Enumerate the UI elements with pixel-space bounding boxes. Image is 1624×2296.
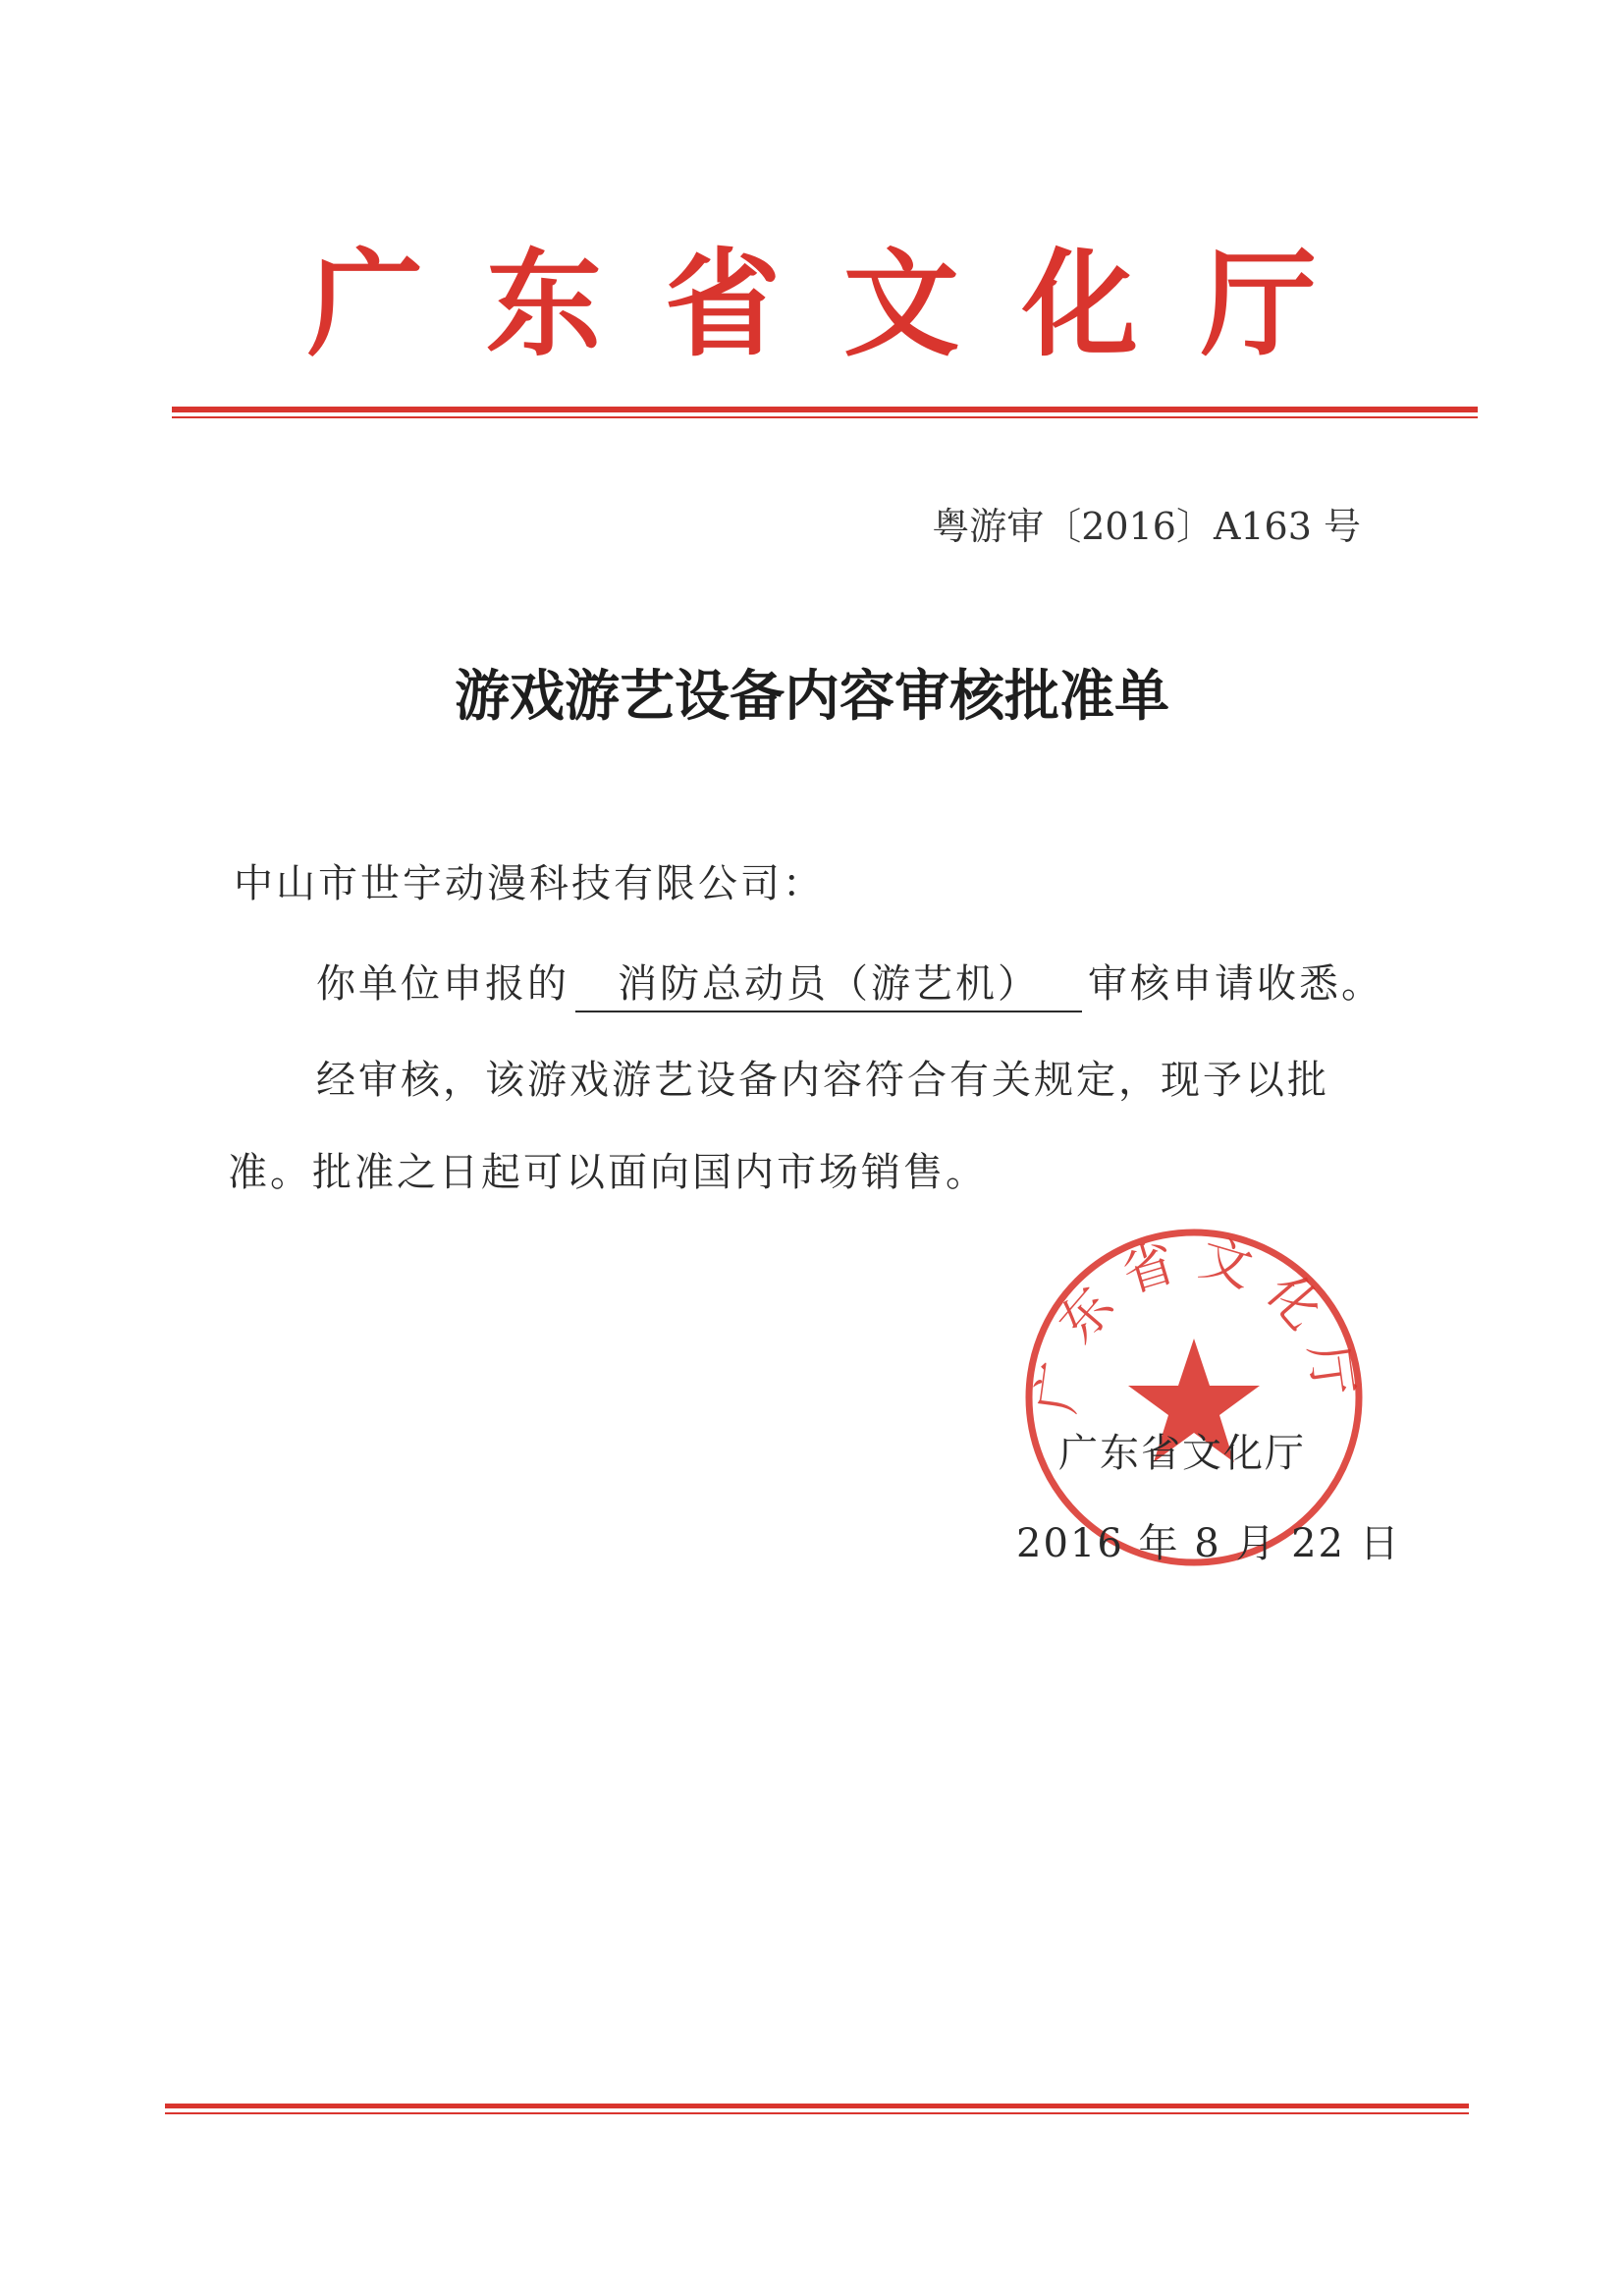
header-rule-thick [172, 407, 1478, 412]
footer-rule-thick [165, 2104, 1469, 2108]
footer-rule-thin [165, 2112, 1469, 2114]
product-name: 消防总动员（游艺机） [575, 953, 1082, 1012]
addressee: 中山市世宇动漫科技有限公司： [234, 861, 825, 906]
body-line-2: 经审核，该游戏游艺设备内容符合有关规定，现予以批 [316, 1058, 1329, 1103]
document-number: 粤游审〔2016〕A163 号 [932, 505, 1361, 548]
line1-prefix: 你单位申报的 [316, 961, 569, 1007]
body-line-3: 准。批准之日起可以面向国内市场销售。 [228, 1150, 988, 1195]
issuer-header: 广东省文化厅 [306, 236, 1380, 372]
header-rule-thin [172, 416, 1478, 418]
issue-date: 2016 年 8 月 22 日 [1016, 1521, 1401, 1566]
line1-suffix: 审核申请收悉。 [1088, 961, 1383, 1007]
document-title: 游戏游艺设备内容审核批准单 [455, 664, 1169, 729]
signer: 广东省文化厅 [1058, 1431, 1306, 1476]
body-line-1 [316, 953, 1383, 1012]
seal-text: 广东省文化厅 [1026, 1228, 1366, 1417]
